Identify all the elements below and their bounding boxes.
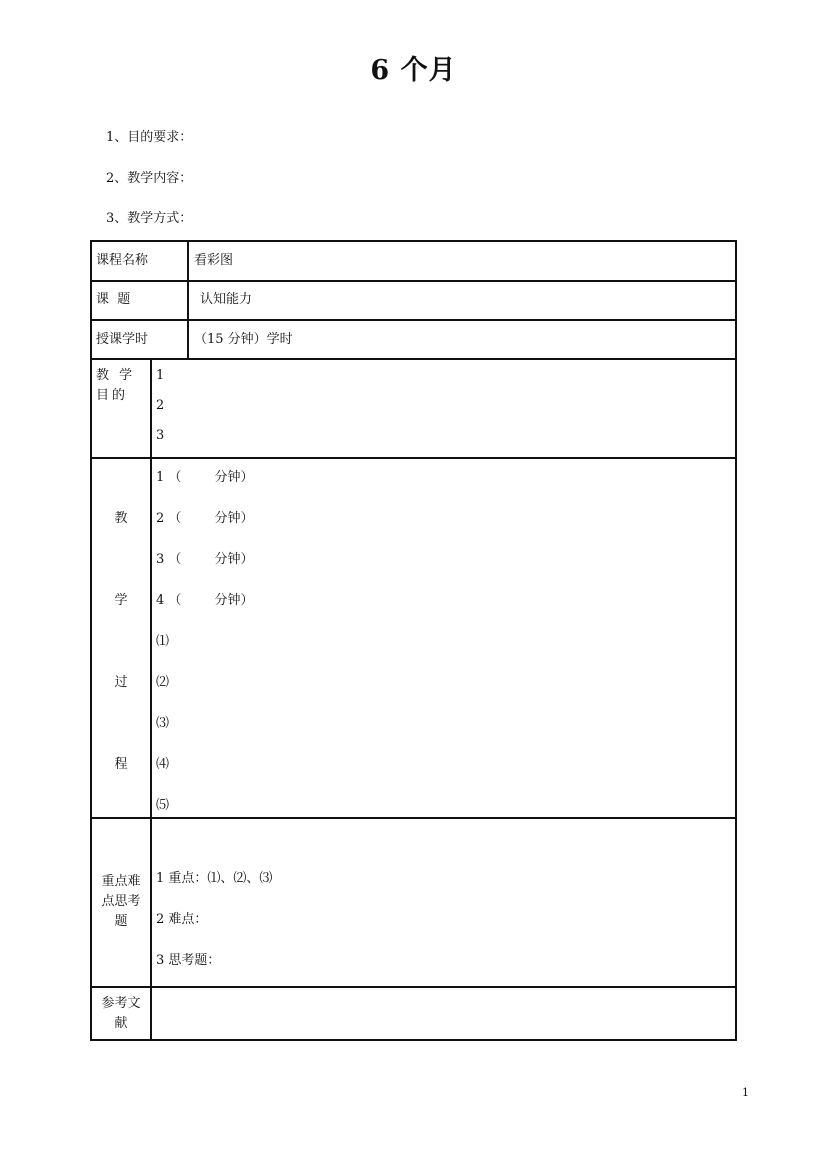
process-label-char: 程: [114, 757, 128, 772]
requirement-method: 3、教学方式：: [106, 211, 193, 226]
lesson-plan-table: [90, 240, 737, 1041]
hours-label: 授课学时: [96, 332, 149, 347]
references-label: 参考文献: [101, 996, 141, 1031]
goal-item: 3: [156, 428, 165, 443]
process-substep: ⑵: [156, 675, 170, 690]
process-step: 1 （ 分钟）: [156, 470, 254, 485]
requirement-goal: 1、目的要求：: [106, 130, 193, 145]
process-step: 3 （ 分钟）: [156, 552, 254, 567]
process-step: 4 （ 分钟）: [156, 593, 254, 608]
process-substep: ⑷: [156, 757, 170, 772]
key-point-item: 1 重点：⑴、⑵、⑶: [156, 871, 273, 886]
goal-label: 教 学 目的: [96, 368, 136, 403]
key-point-item: 2 难点：: [156, 912, 208, 927]
page-title: 6 个月: [370, 55, 457, 86]
course-name-value: 看彩图: [194, 253, 234, 268]
topic-value: 认知能力: [200, 292, 253, 307]
process-step: 2 （ 分钟）: [156, 511, 254, 526]
hours-value: （15 分钟）学时: [194, 332, 293, 347]
topic-label: 课 题: [96, 292, 131, 307]
process-label-char: 过: [114, 675, 128, 690]
process-substep: ⑴: [156, 634, 170, 649]
requirement-content: 2、教学内容：: [106, 171, 193, 186]
process-substep: ⑶: [156, 716, 170, 731]
key-point-item: 3 思考题：: [156, 953, 221, 968]
goal-item: 2: [156, 398, 165, 413]
process-label-char: 教: [114, 511, 128, 526]
process-label-char: 学: [114, 593, 128, 608]
course-name-label: 课程名称: [96, 253, 149, 268]
key-points-label: 重点难点思考题: [101, 874, 141, 929]
process-substep: ⑸: [156, 798, 170, 813]
page-number: 1: [742, 1086, 749, 1099]
goal-item: 1: [156, 368, 165, 383]
